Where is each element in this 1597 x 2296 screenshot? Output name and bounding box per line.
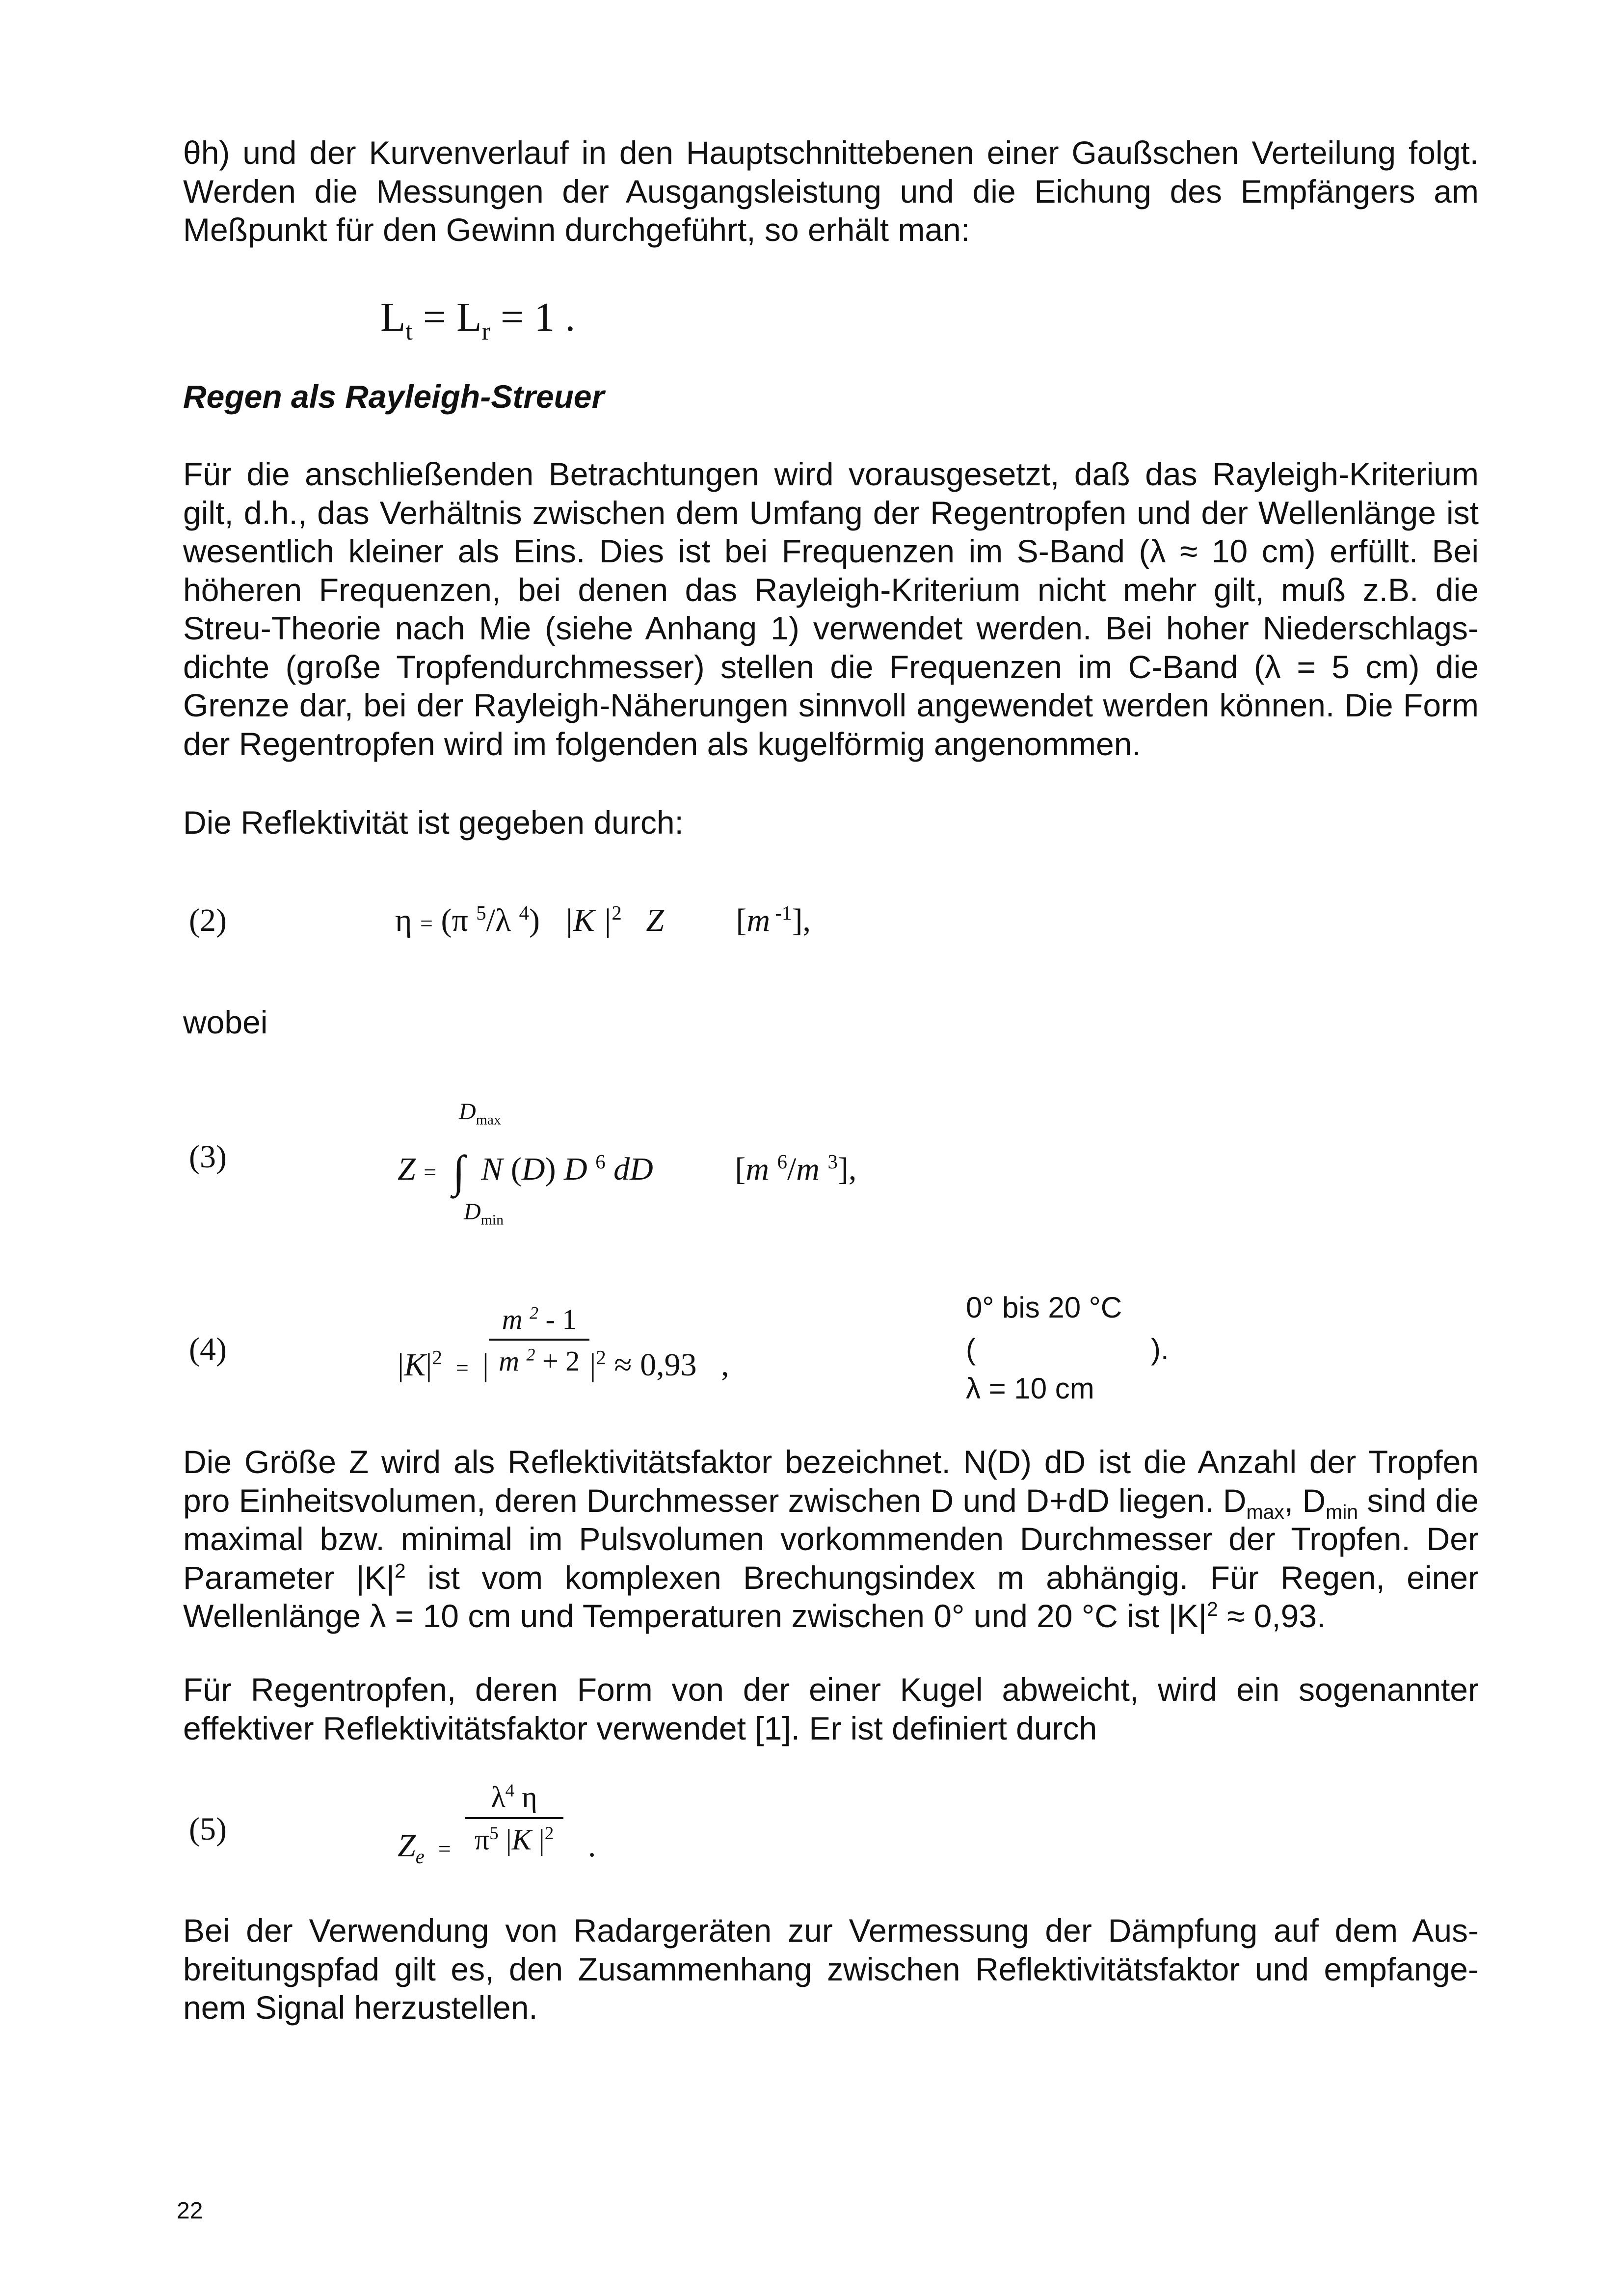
paragraph-wobei: wobei (183, 1004, 268, 1040)
page-number: 22 (177, 2198, 203, 2224)
equation-4: $|K|^2$ $_=$ | $\frac{m ^2 - 1}{m ^2 + 2}$ $|^2 \approx 0,93$ , (398, 1303, 729, 1383)
paragraph-reflectivity-factor: Die Größe Z wird als Reflektivitätsfaktor bezeichnet. N(D) dD ist die Anzahl der Tropfen pro Einheitsvolumen, deren Durchmesser zwischen D und D+dD liegen. $D_{max}$, $D_{min}$ sind die maximal bzw. minimal im Pulsvolumen vorkommenden Durchmesser der Tropfen. Der Parameter $|K|^2$ ist vom komplexen Brechungsindex m abhängig. Für Regen, einer Wellenlänge λ = 10 cm und Temperaturen zwischen 0° und 20 °C ist $|K|^2 \approx 0,93$. (183, 1444, 1479, 1634)
equation-4-condition-open: ( (966, 1333, 976, 1366)
equation-4-condition-bottom: λ = 10 cm (966, 1372, 1094, 1405)
equation-4-condition-close: ). (1151, 1333, 1169, 1366)
equation-4-number: (4) (189, 1331, 227, 1367)
paragraph-radar: Bei der Verwendung von Radargeräten zur Vermessung der Dämpfung auf dem Aus-breitungspfad gilt es, den Zusammenhang zwischen Reflektivitätsfaktor und empfange-nem Signal herzustellen. (183, 1912, 1479, 2026)
equation-5-number: (5) (189, 1811, 227, 1847)
equation-2: η = (π $^5$/λ $^4$) |K $|^2$ Z [m $^{-1}$], (395, 902, 811, 938)
section-heading: Regen als Rayleigh-Streuer (183, 378, 605, 415)
paragraph-reflectivity: Die Reflektivität ist gegeben durch: (183, 804, 684, 841)
equation-3-upper-limit: $D_{max}$ (459, 1099, 501, 1128)
equation-l: $L_t = L_r = 1$ . (380, 294, 576, 345)
paragraph-effective-factor: Für Regentropfen, deren Form von der einer Kugel abweicht, wird ein sogenannter effektiver Reflektivitätsfaktor verwendet [1]. Er ist definiert durch (183, 1671, 1479, 1746)
equation-3-lower-limit: $D_{min}$ (464, 1199, 504, 1228)
paragraph-intro: θh) und der Kurvenverlauf in den Hauptschnittebenen einer Gaußschen Verteilung folgt. Werden die Messungen der Ausgangsleistung und die Eichung des Empfängers am Meßpunkt für den Gewinn durchgeführt, so erhält man: (183, 134, 1479, 248)
equation-5: $Z_e$ $_=$ $\frac{\lambda^4 \eta}{\pi^5 |K |^2}$ . (398, 1781, 596, 1868)
equation-4-condition-top: 0° bis 20 °C (966, 1291, 1122, 1324)
equation-3-number: (3) (189, 1139, 227, 1175)
equation-3: Z = ∫ N (D) D $^6$ dD [m $^6$/m $^3$], (398, 1146, 857, 1196)
equation-2-number: (2) (189, 902, 227, 938)
paragraph-rayleigh: Für die anschließenden Betrachtungen wird vorausgesetzt, daß das Rayleigh-Kriterium gilt, d.h., das Verhältnis zwischen dem Umfang der Regentropfen und der Wellenlänge ist wesentlich kleiner als Eins. Dies ist bei Frequenzen im S-Band (λ ≈ 10 cm) erfüllt. Bei höheren Frequenzen, bei denen das Rayleigh-Kriterium nicht mehr gilt, muß z.B. die Streu-Theorie nach Mie (siehe Anhang 1) verwendet werden. Bei hoher Niederschlags-dichte (große Tropfendurchmesser) stellen die Frequenzen im C-Band (λ = 5 cm) die Grenze dar, bei der Rayleigh-Näherungen sinnvoll angewendet werden können. Die Form der Regentropfen wird im folgenden als kugelförmig angenommen. (183, 456, 1479, 762)
